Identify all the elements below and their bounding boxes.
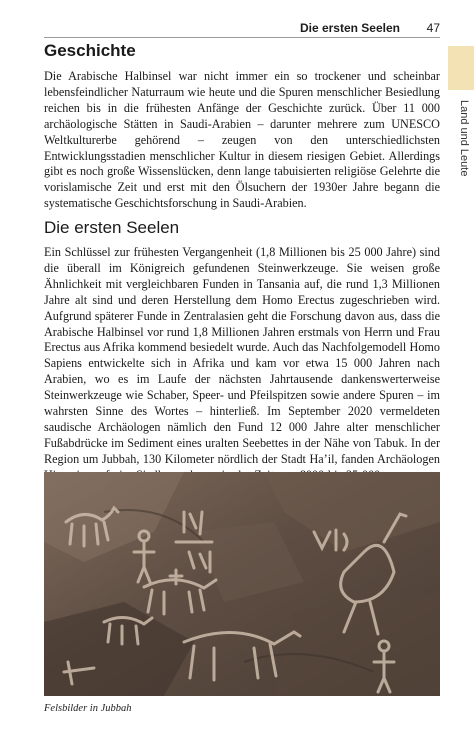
rock-art-illustration bbox=[44, 472, 440, 696]
section-heading-ersten-seelen: Die ersten Seelen bbox=[44, 218, 180, 237]
running-head bbox=[44, 20, 440, 38]
paragraph-geschichte: Die Arabische Halbinsel war nicht immer ein so trockener und scheinbar lebensfeindlicher Naturraum wie heute und die Spuren menschlicher Besiedlung reichen bis in die frühesten Anfänge der Geschichte zurück. Über 11 000 archäologische Stätten in Saudi-Arabien – darunter mehrere zum UNESCO Weltkulturerbe gehörend – zeugen von den unterschiedlichsten Entwicklungsstadien menschlicher Kultur in diesem riesigen Gebiet. Allerdings gibt es noch große Wissenslücken, denn lange tabuisierten religiöse Gelehrte die vorislamische Zeit und erst mit den Ölsuchern der 1930er Jahre begann die systematische Geschichtsforschung in Saudi-Arabien. bbox=[44, 69, 440, 211]
paragraph-ersten-seelen: Ein Schlüssel zur frühesten Vergangenheit (1,8 Millionen bis 25 000 Jahre) sind die überall im Königreich gefundenen Steinwerkzeuge. Sie weisen große Ähnlichkeit mit vergleichbaren Funden in Tansania auf, die rund 1,3 Millionen Jahre alt sind und deren Herstellung dem Homo Erectus zugeschrieben wird. Aufgrund späterer Funde in Zentralasien geht die Forschung davon aus, dass die Arabische Halbinsel vor rund 1,8 Millionen Jahren erstmals von Herrn und Frau Erectus aus Afrika kommend besiedelt wurde. Auch das Nachfolgemodell Homo Sapiens entwickelte sich in Afrika und kam vor etwa 15 000 Jahren nach Arabien, wo es im Laufe der nächsten Jahrtausende dankenswerterweise Steinwerkzeuge wie Schaber, Speer- und Pfeilspitzen sowie andere Spuren – im wahrsten Sinne des Wortes – hinterließ. Im September 2020 vermeldeten saudische Archäologen nämlich den Fund 12 000 Jahre alter menschlicher Fußabdrücke im Sediment eines uralten Seebettes in der Nähe von Tabuk. In der Region um Jubbah, 130 Kilometer nördlich der Stadt Ha’il, fanden Archäologen bbox=[44, 245, 440, 466]
section-heading-geschichte: Geschichte bbox=[44, 41, 136, 60]
chapter-tab-label: Land und Leute bbox=[458, 100, 470, 177]
rock-art-photo bbox=[44, 472, 440, 696]
photo-caption: Felsbilder in Jubbah bbox=[44, 703, 132, 714]
page-number: 47 bbox=[426, 21, 440, 35]
chapter-tab-marker bbox=[448, 46, 474, 90]
running-title: Die ersten Seelen bbox=[299, 21, 400, 35]
